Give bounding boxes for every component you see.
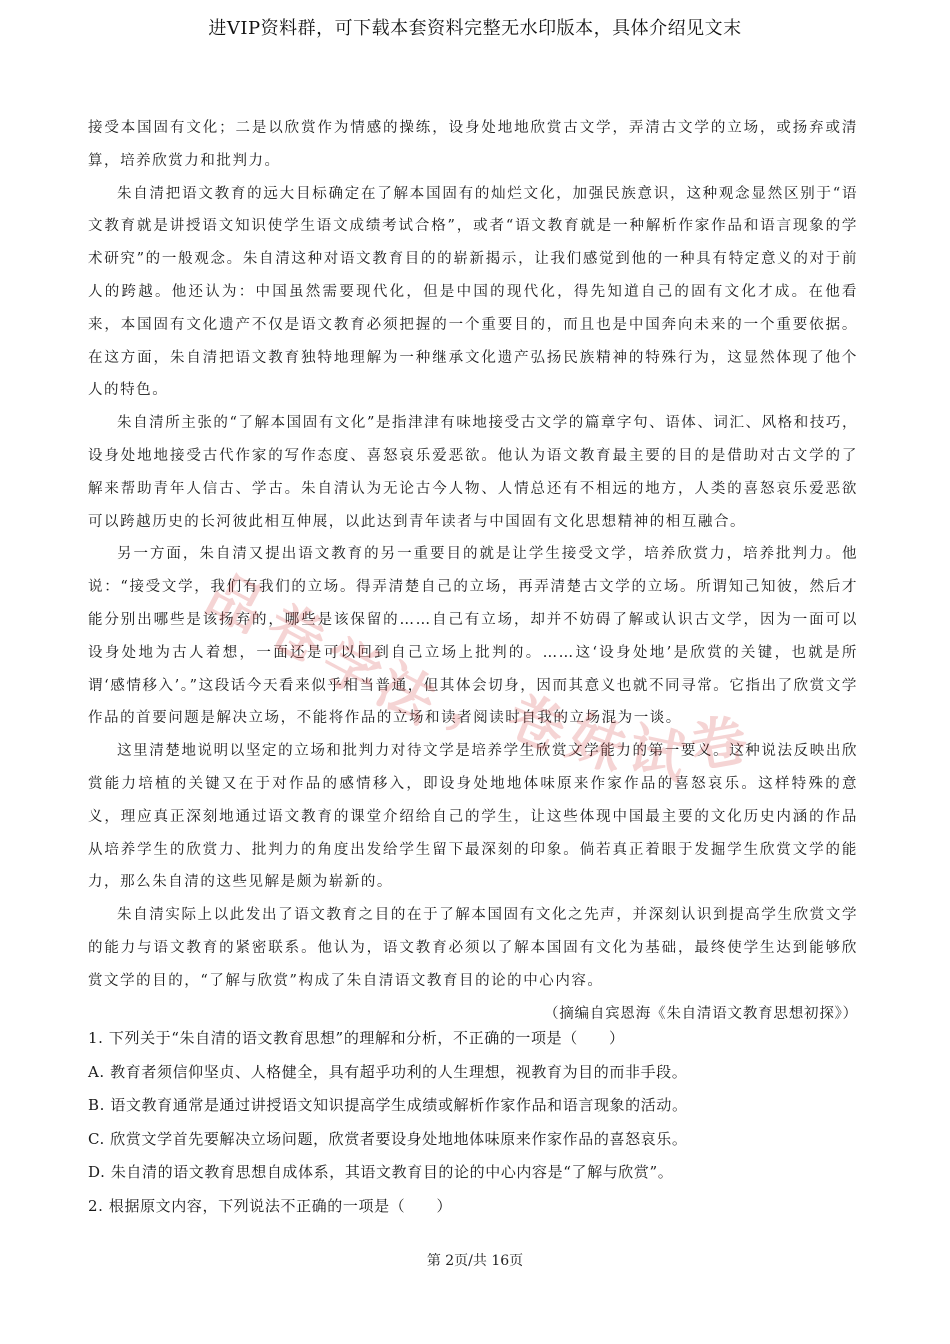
watermark-stamp: 品 卷 学 法 ， 卷 妹 试 卷	[195, 561, 752, 793]
page-number: 第 2页/共 16页	[426, 1253, 524, 1269]
header-banner: 进VIP资料群，可下载本套资料完整无水印版本，具体介绍见文末	[208, 18, 742, 39]
question-2-stem: 2. 根据原文内容，下列说法不正确的一项是（ ）	[88, 1196, 453, 1215]
question-section	[88, 1022, 868, 1223]
article-paragraph-1: 接受本国固有文化；二是以欣赏作为情感的操练，设身处地地欣赏古文学，弄清古文学的立场，或扬弃或清算，培养欣赏力和批判力。	[88, 120, 858, 169]
article-paragraph-6: 朱自清实际上以此发出了语文教育之目的在于了解本国固有文化之先声，并深刻认识到提高学生欣赏文学的能力与语文教育的紧密联系。他认为，语文教育必须以了解本国固有文化为基础，最终使学生达到能够欣赏文学的目的，“了解与欣赏”构成了朱自清语文教育目的论的中心内容。	[88, 907, 858, 989]
article-paragraph-3: 朱自清所主张的“了解本国固有文化”是指津津有味地接受古文学的篇章字句、语体、词汇、风格和技巧，设身处地地接受古代作家的写作态度、喜怒哀乐爱恶欲。他认为语文教育最主要的目的是借助对古文学的了解来帮助青年人信古、学古。朱自清认为无论古今人物、人情总还有不相远的地方，人类的喜怒哀乐爱恶欲可以跨越历史的长河彼此相互伸展，以此达到青年读者与中国固有文化思想精神的相互融合。	[88, 415, 858, 530]
question-1-stem: 1. 下列关于“朱自清的语文教育思想”的理解和分析，不正确的一项是（ ）	[88, 1029, 625, 1047]
question-1-option-a: A. 教育者须信仰坚贞、人格健全，具有超乎功利的人生理想，视教育为目的而非手段。	[88, 1062, 688, 1081]
article-paragraph-5: 这里清楚地说明以坚定的立场和批判力对待文学是培养学生欣赏文学能力的第一要义。这种说法反映出欣赏能力培植的关键又在于对作品的感情移入，即设身处地地体味原来作家作品的喜怒哀乐。这样特殊的意义，理应真正深刻地通过语文教育的课堂介绍给自己的学生，让这些体现中国最主要的文化历史内涵的作品从培养学生的欣赏力、批判力的角度出发给学生留下最深刻的印象。倘若真正着眼于发掘学生欣赏文学的能力，那么朱自清的这些见解是颇为崭新的。	[88, 743, 858, 891]
article-paragraph-2: 朱自清把语文教育的远大目标确定在了解本国固有的灿烂文化，加强民族意识，这种观念显然区别于“语文教育就是讲授语文知识使学生语文成绩考试合格”，或者“语文教育就是一种解析作家作品和语言现象的学术研究”的一般观念。朱自清这种对语文教育目的的崭新揭示，让我们感觉到他的一种具有特定意义的对于前人的跨越。他还认为：中国虽然需要现代化，但是中国的现代化，得先知道自己的固有文化才成。在他看来，本国固有文化遗产不仅是语文教育必须把握的一个重要目的，而且也是中国奔向未来的一个重要依据。在这方面，朱自清把语文教育独特地理解为一种继承文化遗产弘扬民族精神的特殊行为，这显然体现了他个人的特色。	[88, 185, 858, 399]
article-paragraph-4: 另一方面，朱自清又提出语文教育的另一重要目的就是让学生接受文学，培养欣赏力，培养批判力。他说：“接受文学，我们有我们的立场。得弄清楚自己的立场，再弄清楚古文学的立场。所谓知己知彼，然后才能分别出哪些是该扬弃的，哪些是该保留的……自己有立场，却并不妨碍了解或认识古文学，因为一面可以设身处地为古人着想，一面还是可以回到自己立场上批判的。……这‘设身处地’是欣赏的关键，也就是所谓‘感情移入’。”这段话今天看来似乎相当普通，但其体会切身，因而其意义也就不同寻常。它指出了欣赏文学作品的首要问题是解决立场，不能将作品的立场和读者阅读时自我的立场混为一谈。	[88, 546, 858, 727]
article-source: （摘编自宾恩海《朱自清语文教育思想初探》）	[543, 1005, 858, 1022]
question-1-option-b: B. 语文教育通常是通过讲授语文知识提高学生成绩或解析作家作品和语言现象的活动。	[88, 1096, 688, 1114]
article-body	[88, 112, 858, 1030]
question-1-option-d: D. 朱自清的语文教育思想自成体系，其语文教育目的论的中心内容是“了解与欣赏”。	[88, 1163, 674, 1181]
question-1-option-c: C. 欣赏文学首先要解决立场问题，欣赏者要设身处地地体味原来作家作品的喜怒哀乐。	[88, 1129, 688, 1148]
